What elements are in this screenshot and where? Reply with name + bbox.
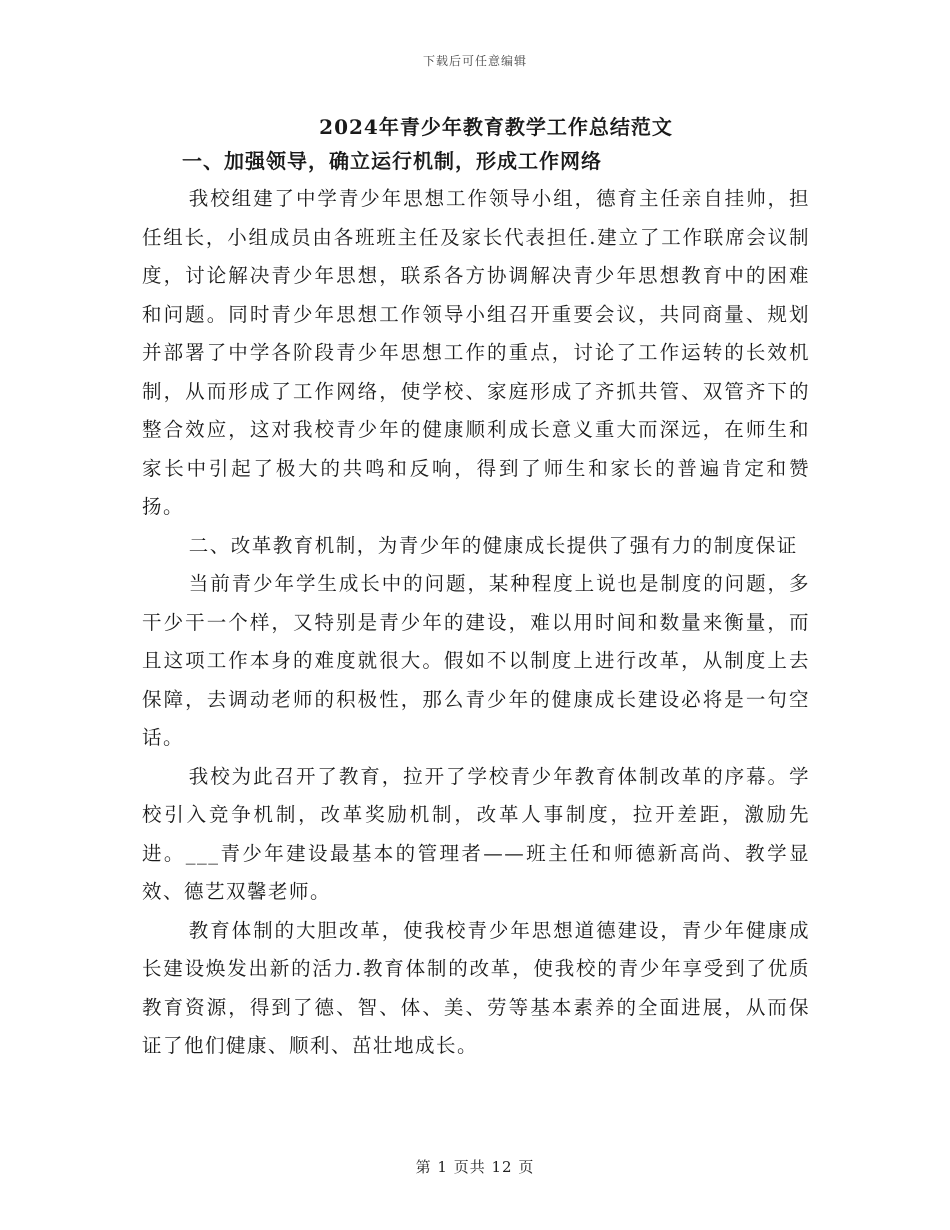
page-header: 下载后可任意编辑 — [422, 54, 527, 68]
section-heading-1: 一、加强领导，确立运行机制，形成工作网络 — [182, 149, 602, 173]
document-title: 2024年青少年教育教学工作总结范文 — [319, 115, 673, 139]
page-number: 第 1 页共 12 页 — [415, 1158, 535, 1176]
paragraph-3: 我校为此召开了教育，拉开了学校青少年教育体制改革的序幕。学校引入竞争机制，改革奖励机制，改革人事制度，拉开差距，激励先进。___青少年建设最基本的管理者——班主任和师德新高尚、教学显效、德艺双馨老师。 — [142, 764, 810, 903]
paragraph-1: 我校组建了中学青少年思想工作领导小组，德育主任亲自挂帅，担任组长，小组成员由各班班主任及家长代表担任.建立了工作联席会议制度，讨论解决青少年思想，联系各方协调解决青少年思想教育中的困难和问题。同时青少年思想工作领导小组召开重要会议，共同商量、规划并部署了中学各阶段青少年思想工作的重点，讨论了工作运转的长效机制，从而形成了工作网络，使学校、家庭形成了齐抓共管、双管齐下的整合效应，这对我校青少年的健康顺利成长意义重大而深远，在师生和家长中引起了极大的共鸣和反响，得到了师生和家长的普遍肯定和赞扬。 — [142, 187, 810, 518]
paragraph-2: 当前青少年学生成长中的问题，某种程度上说也是制度的问题，多干少干一个样，又特别是青少年的建设，难以用时间和数量来衡量，而且这项工作本身的难度就很大。假如不以制度上进行改革，从制度上去保障，去调动老师的积极性，那么青少年的健康成长建设必将是一句空话。 — [142, 572, 810, 749]
paragraph-4: 教育体制的大胆改革，使我校青少年思想道德建设，青少年健康成长建设焕发出新的活力.教育体制的改革，使我校的青少年享受到了优质教育资源，得到了德、智、体、美、劳等基本素养的全面进展，从而保证了他们健康、顺利、茁壮地成长。 — [142, 918, 810, 1057]
section-heading-2: 二、改革教育机制，为青少年的健康成长提供了强有力的制度保证 — [188, 533, 798, 557]
document-body — [142, 112, 810, 1066]
